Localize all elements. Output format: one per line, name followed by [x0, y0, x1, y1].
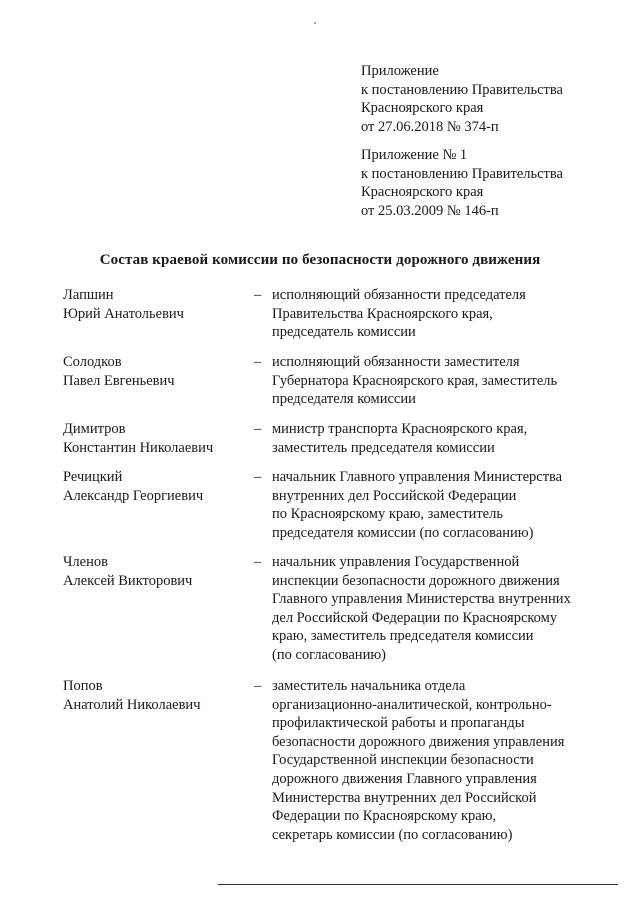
- role-line: (по согласованию): [272, 646, 386, 663]
- appendix-line: к постановлению Правительства: [361, 81, 563, 98]
- appendix-line: к постановлению Правительства: [361, 165, 563, 182]
- role-line: председателя комиссии (по согласованию): [272, 524, 534, 541]
- document-title: Состав краевой комиссии по безопасности дорожного движения: [99, 252, 541, 268]
- role-line: Правительства Красноярского края,: [272, 305, 493, 322]
- member-given-names: Александр Георгиевич: [63, 487, 204, 504]
- member-name: [63, 468, 203, 505]
- role-line: Государственной инспекции безопасности: [272, 752, 534, 769]
- appendix-line: Красноярского края: [361, 184, 484, 201]
- appendix-line: от 25.03.2009 № 146-п: [361, 202, 499, 219]
- role-line: начальник управления Государственной: [272, 554, 520, 570]
- member-given-names: Анатолий Николаевич: [63, 696, 201, 713]
- role-line: Главного управления Министерства внутренних: [272, 591, 571, 608]
- member-given-names: Павел Евгеньевич: [63, 372, 175, 389]
- role-line: исполняющий обязанности председателя: [272, 287, 526, 303]
- role-line: безопасности дорожного движения управления: [272, 733, 565, 750]
- dash-separator: –: [254, 287, 262, 303]
- member-name: [63, 286, 184, 323]
- member-surname: Попов: [63, 678, 103, 694]
- role-line: председатель комиссии: [272, 324, 416, 341]
- member-role: [272, 468, 562, 542]
- dash-separator: –: [254, 354, 262, 370]
- member-surname: Солодков: [63, 354, 122, 370]
- member-role: [272, 420, 527, 457]
- role-line: заместитель начальника отдела: [272, 678, 466, 694]
- member-surname: Лапшин: [63, 287, 114, 303]
- dash-separator: –: [254, 469, 262, 485]
- member-role: [272, 353, 557, 409]
- role-line: председателя комиссии: [272, 391, 416, 408]
- member-surname: Членов: [63, 554, 108, 570]
- member-given-names: Алексей Викторович: [63, 572, 193, 589]
- role-line: Федерации по Красноярскому краю,: [272, 808, 497, 825]
- dash-separator: –: [254, 554, 262, 570]
- appendix-line: от 27.06.2018 № 374-п: [361, 118, 499, 135]
- role-line: Губернатора Красноярского края, заместитель: [272, 372, 558, 389]
- member-given-names: Константин Николаевич: [63, 439, 214, 456]
- appendix-line: Приложение № 1: [361, 147, 468, 163]
- member-role: [272, 553, 571, 665]
- role-line: дорожного движения Главного управления: [272, 770, 537, 787]
- role-line: министр транспорта Красноярского края,: [272, 421, 528, 437]
- role-line: исполняющий обязанности заместителя: [272, 354, 520, 370]
- appendix-line: Приложение: [361, 63, 439, 79]
- member-role: [272, 677, 564, 844]
- role-line: секретарь комиссии (по согласованию): [272, 826, 513, 843]
- role-line: заместитель председателя комиссии: [272, 439, 495, 456]
- member-name: [63, 677, 200, 714]
- member-role: [272, 286, 526, 342]
- member-surname: Речицкий: [63, 469, 123, 485]
- member-name: [63, 420, 213, 457]
- member-name: [63, 553, 192, 590]
- scan-edge-line: [218, 884, 618, 885]
- role-line: краю, заместитель председателя комиссии: [272, 628, 534, 645]
- role-line: внутренних дел Российской Федерации: [272, 487, 517, 504]
- member-given-names: Юрий Анатольевич: [63, 305, 184, 322]
- role-line: дел Российской Федерации по Красноярскому: [272, 609, 558, 626]
- appendix-header-original: [361, 146, 563, 220]
- role-line: организационно-аналитической, контрольно-: [272, 696, 552, 713]
- member-name: [63, 353, 175, 390]
- role-line: профилактической работы и пропаганды: [272, 715, 525, 732]
- dash-separator: –: [254, 421, 262, 437]
- scan-speck: [314, 22, 316, 24]
- appendix-header-current: [361, 62, 563, 136]
- member-surname: Димитров: [63, 421, 126, 437]
- role-line: по Красноярскому краю, заместитель: [272, 506, 503, 523]
- dash-separator: –: [254, 678, 262, 694]
- role-line: инспекции безопасности дорожного движения: [272, 572, 560, 589]
- appendix-line: Красноярского края: [361, 100, 484, 117]
- role-line: Министерства внутренних дел Российской: [272, 789, 537, 806]
- role-line: начальник Главного управления Министерства: [272, 469, 563, 485]
